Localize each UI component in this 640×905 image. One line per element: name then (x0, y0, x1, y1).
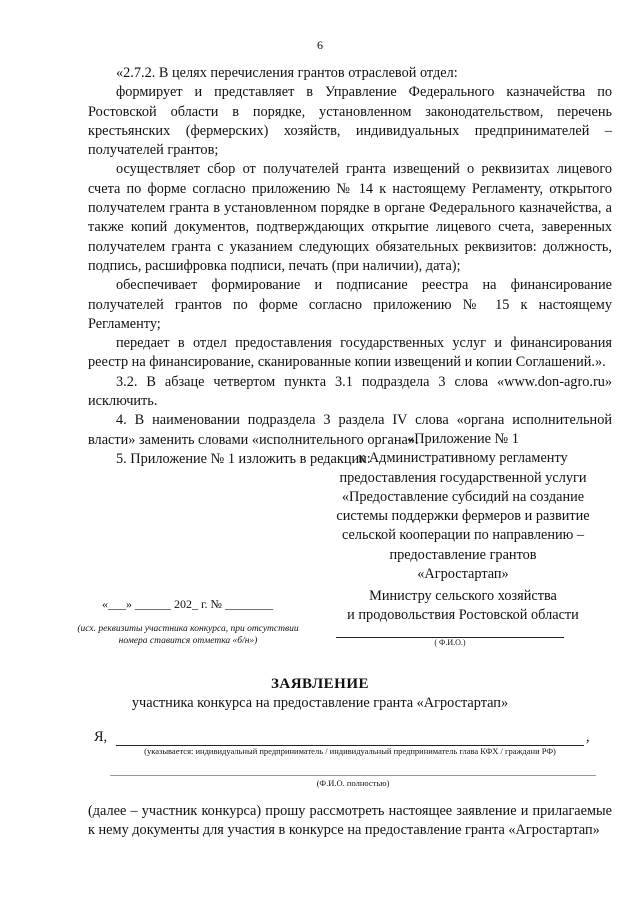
requisites-line: «___» ______ 202_ г. № ________ (101, 597, 274, 611)
addressee-line: и продовольствия Ростовской области (347, 607, 579, 624)
appendix-line: «Агростартап» (417, 566, 509, 583)
appendix-line: системы поддержки фермеров и развитие (336, 508, 590, 525)
addressee-line: Министру сельского хозяйства (369, 588, 557, 604)
request-text (88, 802, 612, 841)
paragraph: осуществляет сбор от получателей гранта извещений о реквизитах лицевого счета по форме согласно приложению № 14 к настоящему Регламенту, открытого получателем гранта в установленном порядке в органе Федерального казначейства, а также копий документов, подтверждающих открытие лицевого счета, заверенных получателем гранта с указанием следующих обязательных реквизитов: должность, подпись, расшифровка подписи, печать (при наличии), дата); (88, 161, 612, 274)
form-title: ЗАЯВЛЕНИЕ (270, 676, 370, 692)
paragraph: обеспечивает формирование и подписание реестра на финансирование получателей грантов по форме согласно приложению № 15 к настоящему Регламенту; (88, 277, 612, 332)
request-line: (далее – участник конкурса) прошу рассмотреть настоящее заявление и прилагаемые (88, 803, 612, 819)
form-subtitle: участника конкурса на предоставление гранта «Агростартап» (131, 695, 509, 711)
appendix-line: сельской кооперации по направлению – (341, 527, 585, 544)
page-number: 6 (317, 38, 323, 52)
appendix-line: «Предоставление субсидий на создание (341, 488, 585, 505)
request-line: к нему документы для участия в конкурсе на предоставление гранта «Агростартап» (88, 822, 600, 839)
amendment-text (88, 64, 612, 469)
paragraph: 3.2. В абзаце четвертом пункта 3.1 подраздела 3 слова «www.don-agro.ru» исключить. (88, 373, 612, 410)
appendix-line: «Приложение № 1 (407, 431, 519, 447)
paragraph: формирует и представляет в Управление Федерального казначейства по Ростовской области в порядке, установленном законодательством, перечень крестьянских (фермерских) хозяйств, индивидуальных предпринимателей – получателей грантов; (88, 84, 612, 159)
applicant-type-note: (указывается: индивидуальный предприниматель / индивидуальный предприниматель глава КФХ / граждани РФ) (144, 746, 556, 756)
full-name-fill-line (110, 775, 596, 776)
appendix-line: предоставление грантов (389, 546, 537, 563)
paragraph: 5. Приложение № 1 изложить в редакции: (116, 450, 371, 467)
paragraph: «2.7.2. В целях перечисления грантов отраслевой отдел: (116, 65, 458, 81)
appendix-line: к Административному регламенту (358, 450, 568, 467)
applicant-comma: , (586, 729, 590, 745)
appendix-line: предоставления государственной услуги (339, 469, 587, 486)
paragraph: передает в отдел предоставления государственных услуг и финансирования реестр на финансирование, сканированные копии извещений и копии Соглашений.». (88, 335, 612, 371)
full-name-caption: (Ф.И.О. полностью) (316, 778, 390, 788)
appendix-header (318, 430, 608, 584)
requisites-note: (исх. реквизиты участника конкурса, при отсутствии номера ставится отметка «б/н») (77, 624, 299, 646)
addressee-name-caption: ( Ф.И.О.) (434, 638, 466, 647)
paragraph: 4. В наименовании подраздела 3 раздела IV слова «органа исполнительной власти» заменить словами «исполнительного органа». (88, 412, 612, 448)
applicant-label: Я, (94, 729, 108, 745)
addressee (318, 587, 608, 626)
